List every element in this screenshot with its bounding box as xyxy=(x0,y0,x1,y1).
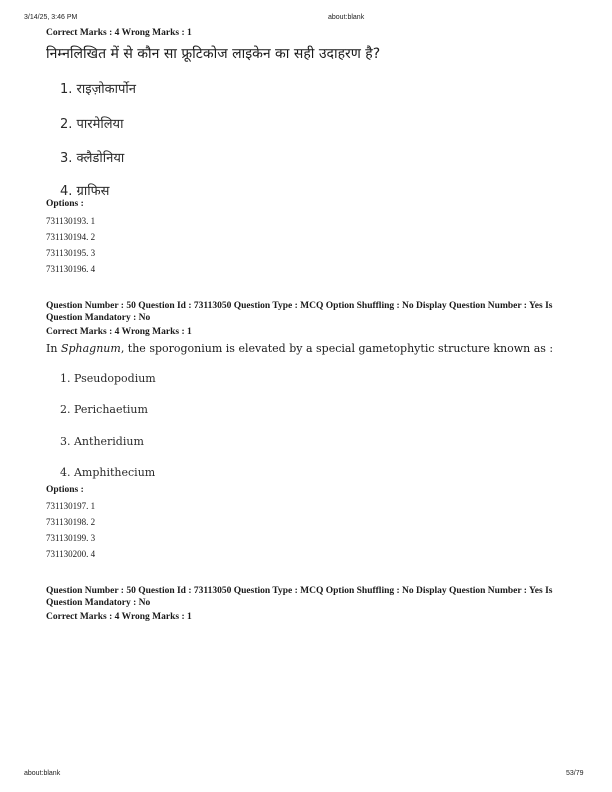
question-suffix: , the sporogonium is elevated by a special gametophytic structure known as : xyxy=(120,342,554,355)
print-datetime: 3/14/25, 3:46 PM xyxy=(24,14,78,21)
choice-3: 3. क्लैडोनिया xyxy=(60,151,125,166)
choice-4: 4. ग्राफिस xyxy=(60,184,110,199)
question-genus: Sphagnum xyxy=(60,342,121,355)
options-label: Options : xyxy=(46,199,84,209)
question-text: निम्नलिखित में से कौन सा फ्रूटिकोज लाइकेन का सही उदाहरण है? xyxy=(46,46,381,62)
options-label: Options : xyxy=(46,485,84,495)
question-prefix: In xyxy=(46,342,61,355)
option-id: 731130199. 3 xyxy=(46,533,96,543)
option-id: 731130200. 4 xyxy=(46,549,96,559)
choice-1: 1. Pseudopodium xyxy=(60,372,156,385)
choice-4: 4. Amphithecium xyxy=(60,466,156,479)
choice-3: 3. Antheridium xyxy=(60,435,144,448)
option-id: 731130194. 2 xyxy=(46,232,96,242)
option-id: 731130195. 3 xyxy=(46,248,96,258)
question-text xyxy=(46,342,553,355)
option-id: 731130198. 2 xyxy=(46,517,96,527)
marks-line: Correct Marks : 4 Wrong Marks : 1 xyxy=(46,327,192,337)
choice-2: 2. पारमेलिया xyxy=(60,117,124,132)
choice-2: 2. Perichaetium xyxy=(60,403,148,416)
question-meta: Question Number : 50 Question Id : 73113050 Question Type : MCQ Option Shuffling : No Display Question Number : Yes Is Question Mandatory : No xyxy=(46,301,553,323)
print-url: about:blank xyxy=(328,14,365,21)
page-number: 53/79 xyxy=(566,770,584,777)
option-id: 731130196. 4 xyxy=(46,264,96,274)
choice-1: 1. राइज़ोकार्पोन xyxy=(60,82,136,97)
marks-line: Correct Marks : 4 Wrong Marks : 1 xyxy=(46,612,192,622)
option-id: 731130197. 1 xyxy=(46,501,96,511)
option-id: 731130193. 1 xyxy=(46,216,96,226)
marks-line: Correct Marks : 4 Wrong Marks : 1 xyxy=(46,28,192,38)
footer-url: about:blank xyxy=(24,770,61,777)
question-meta: Question Number : 50 Question Id : 73113050 Question Type : MCQ Option Shuffling : No Display Question Number : Yes Is Question Mandatory : No xyxy=(46,586,553,608)
